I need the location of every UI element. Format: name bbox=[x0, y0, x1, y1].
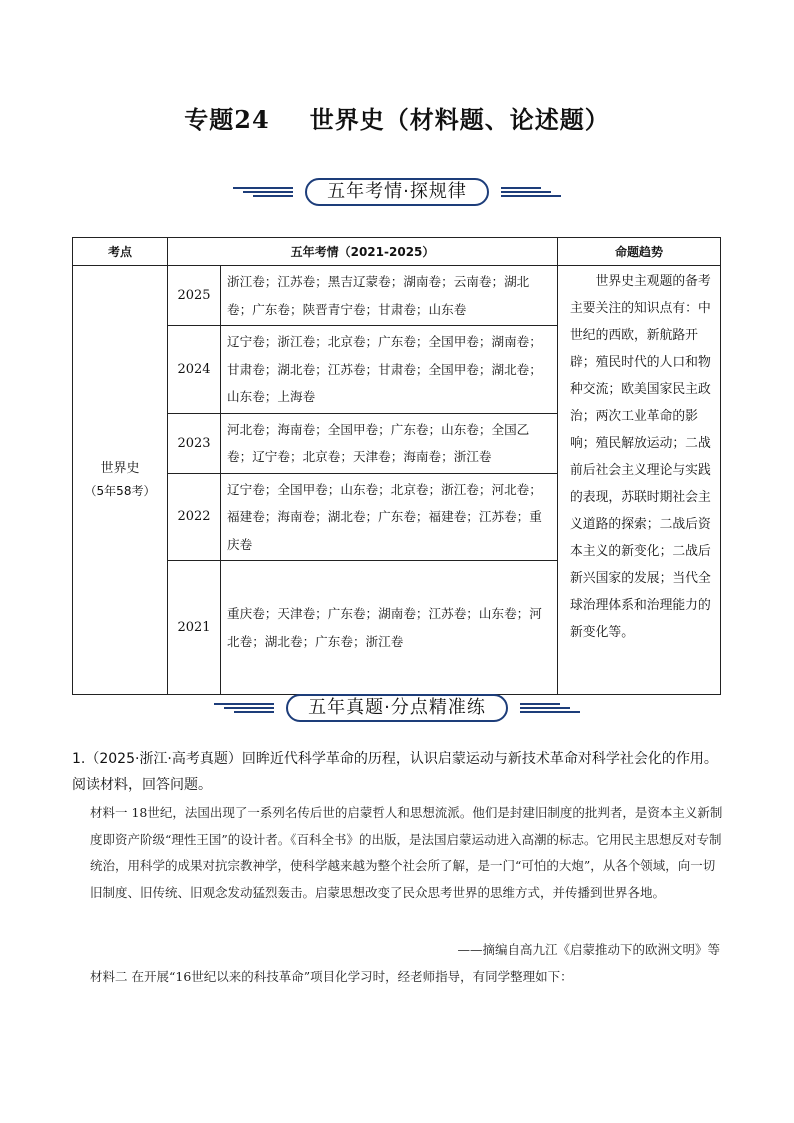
papers-cell: 重庆卷；天津卷；广东卷；湖南卷；江苏卷；山东卷；河北卷；湖北卷；广东卷；浙江卷 bbox=[221, 561, 558, 695]
year-cell: 2022 bbox=[168, 473, 221, 561]
year-cell: 2025 bbox=[168, 266, 221, 326]
material-one: 材料一 18世纪，法国出现了一系列名传后世的启蒙哲人和思想流派。他们是封建旧制度的批判者，是资本主义新制度即资产阶级“理性王国”的设计者。《百科全书》的出版，是法国启蒙运动进入高潮的标志。它用民主思想反对专制统治，用科学的成果对抗宗教神学，使科学越来越为整个社会所了解，是一门“可怕的大炮”，从各个领域，向一切旧制度、旧传统、旧观念发动猛烈轰击。启蒙思想改变了民众思考世界的思维方式，并传播到世界各地。 bbox=[90, 805, 723, 900]
title-main: 世界史（材料题、论述题） bbox=[309, 105, 610, 134]
banner-decoration-left bbox=[233, 185, 293, 199]
question-stem: 1.（2025·浙江·高考真题）回眸近代科学革命的历程，认识启蒙运动与新技术革命对科学社会化的作用。阅读材料，回答问题。 bbox=[72, 751, 718, 793]
year-cell: 2021 bbox=[168, 561, 221, 695]
year-cell: 2024 bbox=[168, 326, 221, 414]
year-cell: 2023 bbox=[168, 413, 221, 473]
title-prefix: 专题24 bbox=[184, 105, 270, 134]
papers-cell: 辽宁卷；全国甲卷；山东卷；北京卷；浙江卷；河北卷；福建卷；海南卷；湖北卷；广东卷；福建卷；江苏卷；重庆卷 bbox=[221, 473, 558, 561]
papers-cell: 辽宁卷；浙江卷；北京卷；广东卷；全国甲卷；湖南卷；甘肃卷；湖北卷；江苏卷；甘肃卷；全国甲卷；湖北卷；山东卷；上海卷 bbox=[221, 326, 558, 414]
banner-decoration-right bbox=[520, 701, 580, 715]
banner-decoration-left bbox=[214, 701, 274, 715]
table-row bbox=[73, 266, 721, 326]
banner-label: 五年真题·分点精准练 bbox=[286, 694, 508, 722]
topic-count: （5年58考） bbox=[84, 484, 156, 498]
trend-cell: 世界史主观题的备考主要关注的知识点有：中世纪的西欧，新航路开辟；殖民时代的人口和物种交流；欧美国家民主政治；两次工业革命的影响；殖民解放运动；二战前后社会主义理论与实践的表现，苏联时期社会主义道路的探索；二战后资本主义的新变化；二战后新兴国家的发展；当代全球治理体系和治理能力的新变化等。 bbox=[558, 266, 721, 695]
exam-overview-table bbox=[72, 237, 721, 695]
section-banner-bottom bbox=[0, 694, 794, 722]
table-header-row bbox=[73, 238, 721, 266]
banner-label: 五年考情·探规律 bbox=[305, 178, 489, 206]
material-two: 材料二 在开展“16世纪以来的科技革命”项目化学习时，经老师指导，有同学整理如下： bbox=[90, 969, 573, 984]
topic-name: 世界史 bbox=[100, 461, 140, 476]
papers-cell: 浙江卷；江苏卷；黑吉辽蒙卷；湖南卷；云南卷；湖北卷；广东卷；陕晋青宁卷；甘肃卷；山东卷 bbox=[221, 266, 558, 326]
papers-cell: 河北卷；海南卷；全国甲卷；广东卷；山东卷；全国乙卷；辽宁卷；北京卷；天津卷；海南卷；浙江卷 bbox=[221, 413, 558, 473]
header-trend: 命题趋势 bbox=[558, 238, 721, 266]
header-topic: 考点 bbox=[73, 238, 168, 266]
material-one-source: ——摘编自高九江《启蒙推动下的欧洲文明》等 bbox=[457, 942, 720, 957]
header-five-years: 五年考情（2021-2025） bbox=[168, 238, 558, 266]
section-banner-top bbox=[0, 178, 794, 206]
topic-cell bbox=[73, 266, 168, 695]
banner-decoration-right bbox=[501, 185, 561, 199]
page-title bbox=[0, 100, 794, 135]
